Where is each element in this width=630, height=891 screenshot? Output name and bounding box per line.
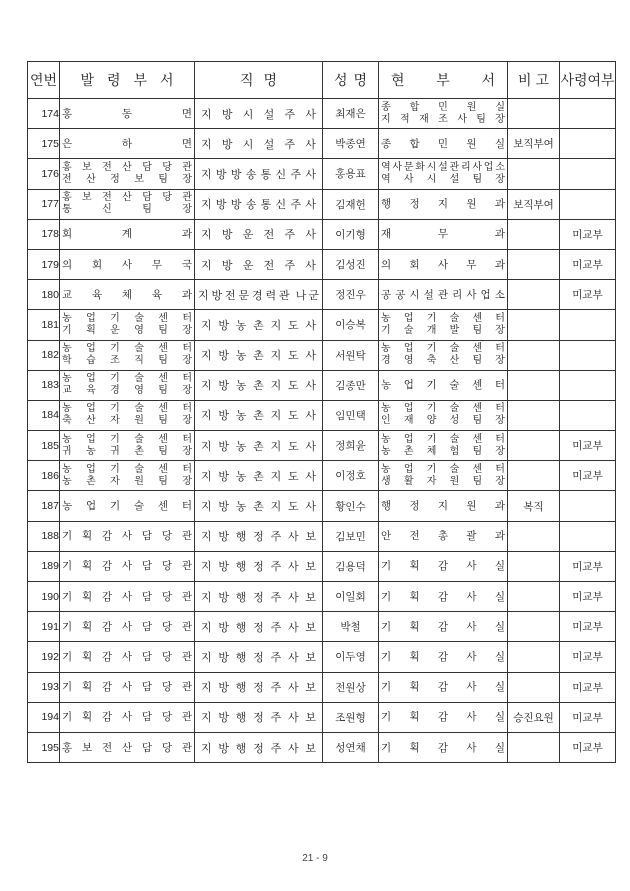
row-number: 195	[28, 732, 60, 762]
to-dept-cell-line: 행 정 지 원 과	[381, 198, 505, 211]
to-dept-cell-line: 농 업 기 술 센 터	[381, 463, 505, 475]
table-row	[28, 551, 616, 581]
table-row	[28, 400, 616, 430]
note-cell	[508, 310, 560, 340]
row-number: 177	[28, 189, 60, 219]
issuance-status-cell: 미교부	[560, 431, 616, 461]
person-name: 김성진	[323, 249, 379, 279]
person-name: 임민택	[323, 400, 379, 430]
issuance-status-cell: 미교부	[560, 702, 616, 732]
from-dept-cell	[60, 249, 195, 279]
table-row	[28, 672, 616, 702]
position-cell	[195, 702, 323, 732]
note-cell	[508, 642, 560, 672]
from-dept-cell-line: 통 신 팀 장	[62, 204, 192, 216]
position-cell	[195, 219, 323, 249]
position-text: 지 방 행 정 주 사 보	[201, 681, 316, 695]
to-dept-cell-line: 기 획 감 사 실	[381, 741, 505, 754]
from-dept-cell	[60, 340, 195, 370]
to-dept-cell	[379, 491, 508, 521]
to-dept-cell-line: 경 영 축 산 팀 장	[381, 355, 505, 367]
header-name	[323, 62, 379, 99]
note-cell: 승진요원	[508, 702, 560, 732]
table-row	[28, 159, 616, 189]
to-dept-cell	[379, 159, 508, 189]
header-extra: 사령여부	[560, 62, 616, 99]
person-name: 이일회	[323, 582, 379, 612]
to-dept-cell-line: 농 업 기 술 센 터	[381, 312, 505, 324]
position-text: 지 방 농 촌 지 도 사	[201, 379, 316, 393]
to-dept-cell-line: 의 회 사 무 과	[381, 258, 505, 271]
to-dept-cell	[379, 702, 508, 732]
from-dept-cell	[60, 431, 195, 461]
to-dept-cell-line: 안 전 총 괄 과	[381, 530, 505, 543]
from-dept-cell	[60, 159, 195, 189]
issuance-status-cell: 미교부	[560, 612, 616, 642]
person-name: 김종만	[323, 370, 379, 400]
person-name: 박종연	[323, 129, 379, 159]
to-dept-cell	[379, 582, 508, 612]
position-cell	[195, 310, 323, 340]
to-dept-cell-line: 농 촌 체 험 팀 장	[381, 445, 505, 457]
from-dept-cell	[60, 672, 195, 702]
from-dept-cell	[60, 582, 195, 612]
to-dept-cell	[379, 129, 508, 159]
from-dept-cell-line: 기 획 감 사 담 당 관	[62, 711, 192, 724]
to-dept-cell-line: 재 무 과	[381, 228, 505, 241]
position-cell	[195, 672, 323, 702]
issuance-status-cell	[560, 400, 616, 430]
to-dept-cell-line: 농 업 기 술 센 터	[381, 433, 505, 445]
to-dept-cell	[379, 431, 508, 461]
from-dept-cell	[60, 732, 195, 762]
from-dept-cell-line: 농 업 기 술 센 터	[62, 403, 192, 415]
note-cell	[508, 461, 560, 491]
to-dept-cell-line: 공 공 시 설 관 리 사 업 소	[381, 288, 505, 301]
row-number: 178	[28, 219, 60, 249]
from-dept-cell-line: 농 업 기 술 센 터	[62, 500, 192, 513]
row-number: 181	[28, 310, 60, 340]
to-dept-cell-line: 농 업 기 술 센 터	[381, 343, 505, 355]
to-dept-cell	[379, 400, 508, 430]
row-number: 192	[28, 642, 60, 672]
note-cell	[508, 340, 560, 370]
position-text: 지 방 행 정 주 사 보	[201, 560, 316, 574]
table-row	[28, 370, 616, 400]
table-row	[28, 521, 616, 551]
from-dept-cell	[60, 612, 195, 642]
person-name: 이두영	[323, 642, 379, 672]
from-dept-cell-line: 농 업 기 술 센 터	[62, 343, 192, 355]
to-dept-cell-line: 농 업 기 술 센 터	[381, 403, 505, 415]
table-row	[28, 491, 616, 521]
from-dept-cell-line: 기 획 감 사 담 당 관	[62, 530, 192, 543]
header-position-text: 직 명	[239, 73, 278, 89]
to-dept-cell	[379, 370, 508, 400]
table-row	[28, 219, 616, 249]
issuance-status-cell	[560, 340, 616, 370]
issuance-status-cell: 미교부	[560, 551, 616, 581]
to-dept-cell-line: 행 정 지 원 과	[381, 500, 505, 513]
position-cell	[195, 642, 323, 672]
from-dept-cell-line: 축 산 자 원 팀 장	[62, 415, 192, 427]
from-dept-cell-line: 은 하 면	[62, 137, 192, 150]
position-text: 지 방 농 촌 지 도 사	[201, 469, 316, 483]
row-number: 179	[28, 249, 60, 279]
position-text: 지 방 농 촌 지 도 사	[201, 500, 316, 514]
from-dept-cell	[60, 370, 195, 400]
row-number: 191	[28, 612, 60, 642]
table-row	[28, 461, 616, 491]
issuance-status-cell	[560, 521, 616, 551]
note-cell: 복직	[508, 491, 560, 521]
position-cell	[195, 431, 323, 461]
issuance-status-cell: 미교부	[560, 732, 616, 762]
position-cell	[195, 491, 323, 521]
position-cell	[195, 732, 323, 762]
from-dept-cell	[60, 99, 195, 129]
table-row	[28, 582, 616, 612]
position-cell	[195, 249, 323, 279]
row-number: 188	[28, 521, 60, 551]
person-name: 박철	[323, 612, 379, 642]
from-dept-cell-line: 농 업 기 술 센 터	[62, 463, 192, 475]
issuance-status-cell	[560, 491, 616, 521]
table-row	[28, 702, 616, 732]
note-cell	[508, 159, 560, 189]
from-dept-cell-line: 농 업 기 술 센 터	[62, 312, 192, 324]
to-dept-cell-line: 생 활 자 원 팀 장	[381, 475, 505, 487]
note-cell	[508, 219, 560, 249]
issuance-status-cell: 미교부	[560, 280, 616, 310]
header-note-text: 비 고	[517, 73, 550, 89]
position-text: 지 방 방 송 통 신 주 사	[201, 167, 316, 181]
position-text: 지 방 행 정 주 사 보	[201, 590, 316, 604]
position-text: 지 방 행 정 주 사 보	[201, 711, 316, 725]
position-cell	[195, 582, 323, 612]
from-dept-cell-line: 기 획 감 사 담 당 관	[62, 590, 192, 603]
from-dept-cell	[60, 642, 195, 672]
note-cell: 보직부여	[508, 129, 560, 159]
to-dept-cell-line: 기 술 개 발 팀 장	[381, 324, 505, 336]
note-cell	[508, 551, 560, 581]
issuance-status-cell: 미교부	[560, 672, 616, 702]
from-dept-cell-line: 전 산 정 보 팀 장	[62, 173, 192, 185]
position-cell	[195, 461, 323, 491]
position-cell	[195, 129, 323, 159]
table-row	[28, 642, 616, 672]
from-dept-cell	[60, 551, 195, 581]
person-name: 서원탁	[323, 340, 379, 370]
from-dept-cell-line: 농 촌 자 원 팀 장	[62, 475, 192, 487]
to-dept-cell-line: 지 적 재 조 사 팀 장	[381, 113, 505, 125]
to-dept-cell-line: 역 사 문 화 시 설 관 리 사 업 소	[381, 161, 505, 173]
person-name: 조원형	[323, 702, 379, 732]
from-dept-cell	[60, 280, 195, 310]
from-dept-cell-line: 홍 보 전 산 담 당 관	[62, 192, 192, 204]
table-row	[28, 732, 616, 762]
row-number: 187	[28, 491, 60, 521]
person-name: 홍용표	[323, 159, 379, 189]
issuance-status-cell	[560, 129, 616, 159]
page-number: 21 - 9	[302, 853, 328, 864]
to-dept-cell-line: 기 획 감 사 실	[381, 681, 505, 694]
row-number: 180	[28, 280, 60, 310]
to-dept-cell	[379, 249, 508, 279]
table-row	[28, 280, 616, 310]
position-cell	[195, 551, 323, 581]
position-text: 지 방 행 정 주 사 보	[201, 620, 316, 634]
row-number: 186	[28, 461, 60, 491]
note-cell	[508, 370, 560, 400]
note-cell	[508, 280, 560, 310]
table-row	[28, 249, 616, 279]
table-row	[28, 431, 616, 461]
position-text: 지 방 농 촌 지 도 사	[201, 318, 316, 332]
header-to-dept-text: 현 부 서	[391, 73, 495, 89]
from-dept-cell	[60, 400, 195, 430]
to-dept-cell-line: 종 합 민 원 실	[381, 101, 505, 113]
position-text: 지 방 농 촌 지 도 사	[201, 409, 316, 423]
from-dept-cell-line: 홍 보 전 산 담 당 관	[62, 161, 192, 173]
row-number: 182	[28, 340, 60, 370]
from-dept-cell-line: 홍 동 면	[62, 107, 192, 120]
table-row	[28, 612, 616, 642]
header-no: 연번	[28, 62, 60, 99]
to-dept-cell	[379, 732, 508, 762]
header-name-text: 성 명	[333, 73, 368, 89]
to-dept-cell	[379, 99, 508, 129]
position-text: 지 방 행 정 주 사 보	[201, 650, 316, 664]
person-name: 이기형	[323, 219, 379, 249]
person-name: 김재헌	[323, 189, 379, 219]
position-text: 지 방 시 설 주 사	[201, 137, 316, 151]
table-row	[28, 99, 616, 129]
table-row	[28, 310, 616, 340]
to-dept-cell	[379, 521, 508, 551]
row-number: 190	[28, 582, 60, 612]
to-dept-cell	[379, 219, 508, 249]
person-name: 정진우	[323, 280, 379, 310]
person-name: 정희윤	[323, 431, 379, 461]
table-header-row	[28, 62, 616, 99]
position-cell	[195, 400, 323, 430]
to-dept-cell	[379, 461, 508, 491]
from-dept-cell-line: 기 획 운 영 팀 장	[62, 324, 192, 336]
note-cell	[508, 612, 560, 642]
issuance-status-cell	[560, 310, 616, 340]
position-cell	[195, 370, 323, 400]
row-number: 194	[28, 702, 60, 732]
person-name: 전원상	[323, 672, 379, 702]
to-dept-cell-line: 역 사 시 설 팀 장	[381, 173, 505, 185]
row-number: 184	[28, 400, 60, 430]
from-dept-cell-line: 기 획 감 사 담 당 관	[62, 681, 192, 694]
issuance-status-cell: 미교부	[560, 642, 616, 672]
table-row	[28, 189, 616, 219]
from-dept-cell	[60, 129, 195, 159]
position-cell	[195, 280, 323, 310]
row-number: 193	[28, 672, 60, 702]
issuance-status-cell	[560, 189, 616, 219]
from-dept-cell-line: 교 육 경 영 팀 장	[62, 385, 192, 397]
note-cell	[508, 672, 560, 702]
to-dept-cell-line: 기 획 감 사 실	[381, 711, 505, 724]
note-cell	[508, 249, 560, 279]
person-name: 황인수	[323, 491, 379, 521]
note-cell	[508, 732, 560, 762]
person-name: 이승복	[323, 310, 379, 340]
to-dept-cell	[379, 310, 508, 340]
personnel-table	[27, 61, 616, 763]
to-dept-cell	[379, 280, 508, 310]
table-row	[28, 340, 616, 370]
note-cell	[508, 400, 560, 430]
from-dept-cell	[60, 189, 195, 219]
position-text: 지 방 방 송 통 신 주 사	[201, 198, 316, 212]
to-dept-cell-line: 기 획 감 사 실	[381, 620, 505, 633]
from-dept-cell-line: 기 획 감 사 담 당 관	[62, 560, 192, 573]
from-dept-cell	[60, 461, 195, 491]
from-dept-cell	[60, 491, 195, 521]
issuance-status-cell: 미교부	[560, 219, 616, 249]
from-dept-cell	[60, 310, 195, 340]
from-dept-cell-line: 회 계 과	[62, 228, 192, 241]
row-number: 185	[28, 431, 60, 461]
from-dept-cell-line: 학 습 조 직 팀 장	[62, 355, 192, 367]
header-to-dept	[379, 62, 508, 99]
to-dept-cell-line: 기 획 감 사 실	[381, 560, 505, 573]
position-cell	[195, 99, 323, 129]
row-number: 174	[28, 99, 60, 129]
position-text: 지 방 농 촌 지 도 사	[201, 349, 316, 363]
position-text: 지 방 시 설 주 사	[201, 107, 316, 121]
note-cell	[508, 582, 560, 612]
to-dept-cell-line: 기 획 감 사 실	[381, 650, 505, 663]
from-dept-cell	[60, 521, 195, 551]
from-dept-cell	[60, 219, 195, 249]
issuance-status-cell: 미교부	[560, 249, 616, 279]
to-dept-cell	[379, 551, 508, 581]
position-cell	[195, 521, 323, 551]
from-dept-cell-line: 농 업 기 술 센 터	[62, 433, 192, 445]
header-position	[195, 62, 323, 99]
header-from-dept	[60, 62, 195, 99]
issuance-status-cell	[560, 99, 616, 129]
row-number: 189	[28, 551, 60, 581]
from-dept-cell	[60, 702, 195, 732]
row-number: 175	[28, 129, 60, 159]
from-dept-cell-line: 의 회 사 무 국	[62, 258, 192, 271]
note-cell	[508, 521, 560, 551]
issuance-status-cell: 미교부	[560, 582, 616, 612]
to-dept-cell	[379, 189, 508, 219]
position-cell	[195, 159, 323, 189]
position-text: 지 방 전 문 경 력 관 나 군	[198, 288, 319, 302]
to-dept-cell-line: 기 획 감 사 실	[381, 590, 505, 603]
person-name: 이정호	[323, 461, 379, 491]
to-dept-cell	[379, 672, 508, 702]
person-name: 성연채	[323, 732, 379, 762]
position-cell	[195, 189, 323, 219]
from-dept-cell-line: 귀 농 귀 촌 팀 장	[62, 445, 192, 457]
from-dept-cell-line: 기 획 감 사 담 당 관	[62, 620, 192, 633]
note-cell	[508, 431, 560, 461]
position-text: 지 방 행 정 주 사 보	[201, 530, 316, 544]
position-text: 지 방 운 전 주 사	[201, 258, 316, 272]
header-note	[508, 62, 560, 99]
issuance-status-cell	[560, 159, 616, 189]
header-from-dept-text: 발 령 부 서	[80, 73, 174, 89]
position-text: 지 방 행 정 주 사 보	[201, 741, 316, 755]
from-dept-cell-line: 농 업 기 술 센 터	[62, 373, 192, 385]
from-dept-cell-line: 교 육 체 육 과	[62, 288, 192, 301]
to-dept-cell-line: 인 재 양 성 팀 장	[381, 415, 505, 427]
table-row	[28, 129, 616, 159]
to-dept-cell-line: 종 합 민 원 실	[381, 137, 505, 150]
person-name: 김용덕	[323, 551, 379, 581]
to-dept-cell	[379, 340, 508, 370]
issuance-status-cell	[560, 370, 616, 400]
to-dept-cell-line: 농 업 기 술 센 터	[381, 379, 505, 392]
from-dept-cell-line: 홍 보 전 산 담 당 관	[62, 741, 192, 754]
to-dept-cell	[379, 642, 508, 672]
issuance-status-cell: 미교부	[560, 461, 616, 491]
note-cell	[508, 99, 560, 129]
position-text: 지 방 운 전 주 사	[201, 228, 316, 242]
note-cell: 보직부여	[508, 189, 560, 219]
row-number: 183	[28, 370, 60, 400]
from-dept-cell-line: 기 획 감 사 담 당 관	[62, 650, 192, 663]
person-name: 김보민	[323, 521, 379, 551]
row-number: 176	[28, 159, 60, 189]
position-cell	[195, 340, 323, 370]
position-text: 지 방 농 촌 지 도 사	[201, 439, 316, 453]
person-name: 최재은	[323, 99, 379, 129]
position-cell	[195, 612, 323, 642]
to-dept-cell	[379, 612, 508, 642]
